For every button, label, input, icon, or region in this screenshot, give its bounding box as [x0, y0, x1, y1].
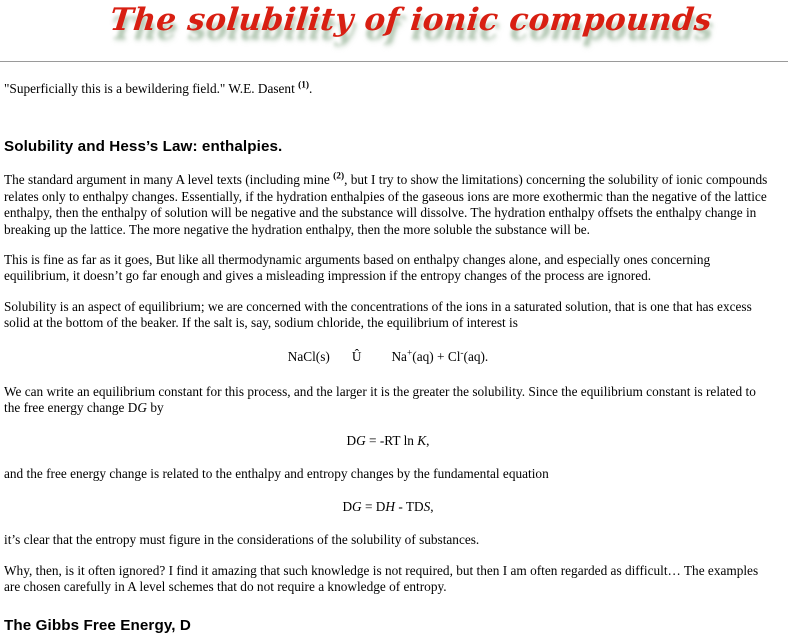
document-content [0, 81, 778, 635]
page-banner [0, 0, 788, 62]
fundamental-h-symbol: H [385, 498, 396, 514]
paragraph-fundamental-equation-intro: and the free energy change is related to the enthalpy and entropy changes by the fundamental equation [4, 466, 549, 482]
paragraph-thermodynamic-limits: This is fine as far as it goes, But like all thermodynamic arguments based on enthalpy changes alone, and especially ones concerning equilibrium, it doesn’t go far enough and gives a misleading impression if the entropy changes of the process are ignored. [4, 252, 711, 284]
equation-reactant: NaCl(s) [287, 348, 330, 364]
header-divider [0, 61, 788, 62]
gibbs-g-symbol: G [356, 432, 366, 448]
fundamental-equals-delta: = D [361, 498, 386, 514]
sodium-charge-superscript: + [406, 348, 413, 359]
fundamental-minus-t-delta: - TD [395, 498, 424, 514]
opening-quote-period: . [309, 81, 313, 96]
section-heading-gibbs-free-energy: The Gibbs Free Energy, D [4, 617, 191, 635]
gibbs-delta-symbol: D [346, 432, 357, 448]
paragraph-why-ignored: Why, then, is it often ignored? I find it amazing that such knowledge is not required, but then I am often regarded as difficult… The examples are chosen carefully in A level schemes that do not require a knowledge of entropy. [4, 562, 759, 594]
fundamental-s-symbol: S [423, 498, 431, 514]
fundamental-equation-comma: , [430, 498, 434, 514]
opening-quote [4, 81, 772, 97]
equation-product-sodium: Na [391, 348, 407, 364]
paragraph-standard-argument [4, 172, 772, 238]
opening-quote-text: "Superficially this is a bewildering field." W.E. Dasent [4, 81, 299, 96]
fundamental-delta-symbol: D [342, 498, 353, 514]
paragraph-equilibrium-constant [4, 384, 772, 417]
equation-nacl-equilibrium [4, 349, 772, 365]
chloride-charge-superscript: - [460, 348, 464, 359]
section-heading-solubility-hess-law: Solubility and Hess’s Law: enthalpies. [4, 138, 283, 156]
equation-product-end: (aq). [463, 348, 489, 364]
gibbs-equation-comma: , [426, 432, 430, 448]
paragraph-equilibrium-aspect: Solubility is an aspect of equilibrium; we are concerned with the concentrations of the ions in a saturated solution, that is one that has excess solid at the bottom of the beaker. If the salt is, say, sodium chloride, the equilibrium of interest is [4, 298, 752, 331]
fundamental-g-symbol: G [352, 498, 362, 514]
paragraph-4-part-b: by [147, 400, 164, 416]
paragraph-1-part-b: , but I try to show the limitations) concerning the solubility of ionic compounds relates only to enthalpy changes. Essentially, if the hydration enthalpies of the gaseous ions are more exothermic than the negative of the lattice enthalpy, then the enthalpy of solution will be negative and the substance will dissolve. The hydration enthalpy offsets the enthalpy change in breaking up the lattice. The more negative the hydration enthalpy, then the more soluble the substance will be. [4, 172, 768, 237]
equilibrium-constant-k-symbol: K [417, 432, 427, 448]
gibbs-equation-middle: = -RT ln [365, 432, 418, 448]
banner-title: The solubility of ionic compounds [108, 2, 714, 38]
equilibrium-arrow-glyph: Û [351, 348, 362, 364]
paragraph-1-part-a: The standard argument in many A level texts (including mine [4, 172, 334, 188]
reference-marker-1[interactable]: (1) [298, 80, 310, 91]
equation-gibbs-rt-lnk [4, 433, 772, 449]
symbol-gibbs-g-inline: G [137, 400, 148, 416]
equation-gibbs-fundamental [4, 499, 772, 515]
reference-marker-2[interactable]: (2) [333, 171, 345, 182]
equation-product-middle: (aq) + Cl [412, 348, 461, 364]
paragraph-4-part-a: We can write an equilibrium constant for this process, and the larger it is the greater the solubility. Since the equilibrium constant is related to the free energy change D [4, 384, 756, 416]
paragraph-entropy-conclusion: it’s clear that the entropy must figure in the considerations of the solubility of substances. [4, 532, 480, 548]
